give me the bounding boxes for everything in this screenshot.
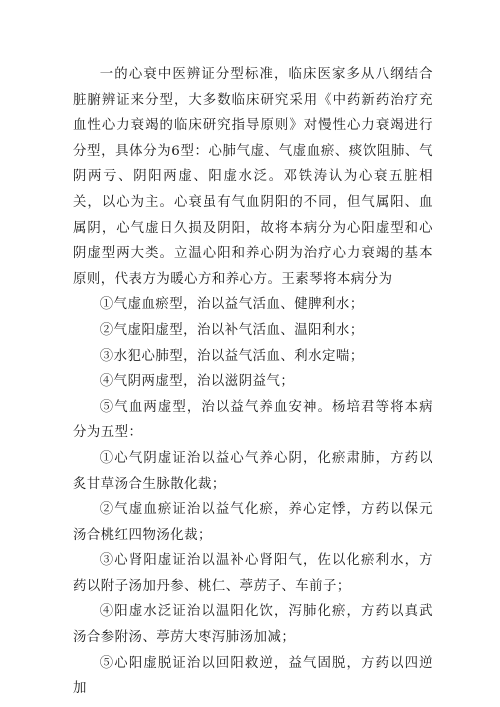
- paragraph-type-1: ①气虚血瘀型，治以益气活血、健脾利水；: [99, 297, 364, 313]
- paragraph-syndrome-4: ④阳虚水泛证治以温阳化饮，泻肺化瘀，方药以真武汤合参附汤、葶苈大枣泻肺汤加减；: [73, 604, 433, 646]
- paragraph-syndrome-5: ⑤心阳虚脱证治以回阳救逆，益气固脱，方药以四逆加: [73, 655, 433, 697]
- paragraph-intro: 一的心衰中医辨证分型标准，临床医家多从八纲结合脏腑辨证来分型，大多数临床研究采用《中药新药治疗充血性心力衰竭的临床研究指导原则》对慢性心力衰竭进行分型，具体分为6型：心肺气虚、气虚血瘀、痰饮阻肺、气阴两亏、阴阳两虚、阳虚水泛。邓铁涛认为心衰五脏相关，以心为主。心衰虽有气血阴阳的不同，但气属阳、血属阴，心气虚日久损及阴阳，故将本病分为心阳虚型和心阴虚型两大类。立温心阳和养心阴为治疗心力衰竭的基本原则，代表方为暖心方和养心方。王素琴将本病分为: [73, 67, 433, 287]
- paragraph-syndrome-2: ②气虚血瘀证治以益气化瘀，养心定悸，方药以保元汤合桃红四物汤化裁；: [73, 502, 433, 543]
- paragraph-type-3: ③水犯心肺型，治以益气活血、利水定喘；: [99, 348, 364, 364]
- paragraph-type-5: ⑤气血两虚型，治以益气养血安神。杨培君等将本病分为五型：: [73, 399, 433, 441]
- paragraph-type-4: ④气阴两虚型，治以滋阴益气；: [99, 374, 295, 390]
- paragraph-syndrome-3: ③心肾阳虚证治以温补心肾阳气，佐以化瘀利水，方药以附子汤加丹参、桃仁、葶苈子、车前子；: [73, 553, 433, 594]
- paragraph-type-2: ②气虚阳虚型，治以补气活血、温阳利水；: [99, 322, 364, 338]
- paragraph-syndrome-1: ①心气阴虚证治以益心气养心阴，化瘀肃肺，方药以炙甘草汤合生脉散化裁；: [73, 450, 433, 492]
- document-page: [73, 62, 433, 702]
